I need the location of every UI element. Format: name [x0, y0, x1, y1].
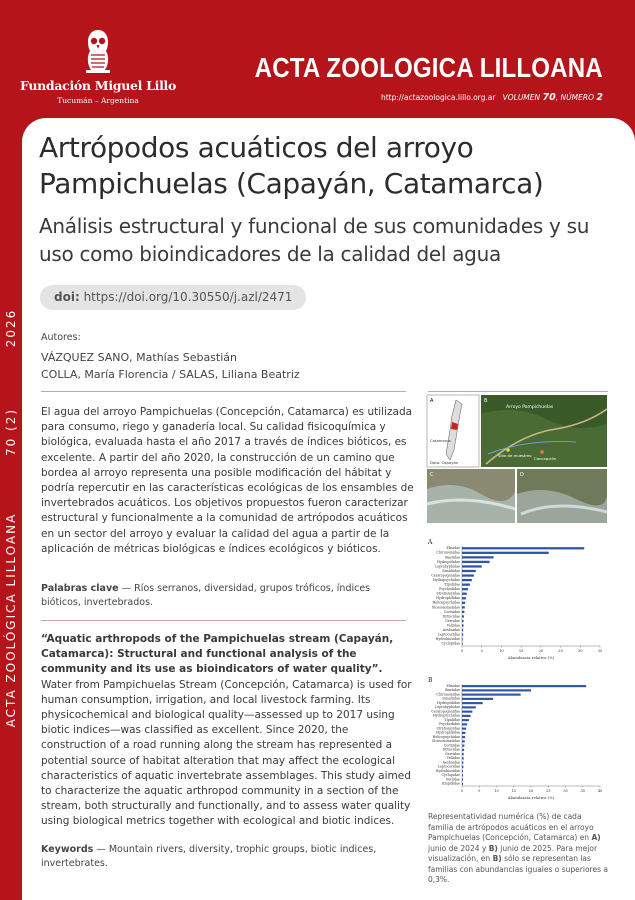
- keywords-label: Palabras clave: [41, 583, 119, 594]
- caption-b: B): [492, 854, 502, 863]
- map-label-b: B: [484, 398, 488, 404]
- tick-label: Ceratopogonidae: [431, 573, 460, 578]
- chart-a: [426, 536, 608, 668]
- bar: [462, 779, 463, 781]
- tick-label: Hydrobiosidae: [435, 637, 460, 642]
- journal-header: [0, 0, 635, 122]
- tick-label: Gerridae: [445, 751, 460, 756]
- bar: [462, 588, 468, 590]
- panel-label: B: [428, 677, 433, 684]
- tick-label: 5: [478, 789, 481, 793]
- bar: [462, 597, 466, 599]
- abstract-english: [41, 632, 416, 830]
- caption-text: sólo se representan las familias con abundancias iguales o superiores a 0,3%.: [428, 854, 608, 884]
- bar: [462, 615, 464, 617]
- doi-pill[interactable]: [40, 285, 306, 310]
- bar: [462, 643, 463, 645]
- tick-label: Leptoceridae: [437, 632, 460, 637]
- bar: [462, 783, 463, 785]
- volume-number: 70: [542, 92, 556, 103]
- map-label-d: D: [520, 472, 524, 478]
- foundation-name: Fundación Miguel Lillo: [19, 78, 177, 93]
- bar: [462, 584, 470, 586]
- tick-label: Hydroptilidae: [436, 559, 460, 564]
- map-label-catamarca: Catamarca: [430, 438, 451, 443]
- article-subtitle: Análisis estructural y funcional de sus comunidades y su uso como bioindicadores de la calidad del agua: [39, 214, 590, 266]
- tick-label: Leptohyphidae: [435, 705, 460, 710]
- tick-label: Gerridae: [445, 618, 460, 623]
- keywords-text: — Ríos serranos, diversidad, grupos tróficos, índices bióticos, invertebrados.: [41, 583, 371, 608]
- keywords-en-text: — Mountain rivers, diversity, trophic groups, biotic indices, invertebrates.: [41, 844, 377, 869]
- tick-label: 30: [577, 649, 583, 653]
- tick-label: Dytiscidae: [442, 747, 460, 752]
- tick-label: Perlidae: [446, 777, 460, 782]
- panel-label: A: [428, 539, 433, 546]
- bar: [462, 774, 463, 776]
- bar: [462, 711, 472, 713]
- english-title: “Aquatic arthropods of the Pampichuelas stream (Capayán, Catamarca): Structural and functional analysis of the community and its use as bioindicators of water quality”.: [41, 633, 394, 676]
- bar: [462, 552, 549, 554]
- article-title: Artrópodos acuáticos del arroyo Pampichuelas (Capayán, Catamarca): [39, 131, 544, 200]
- x-axis-label: Abundancia relativa (%): [507, 655, 555, 660]
- tick-label: 35: [597, 649, 603, 653]
- number-label: NÚMERO: [560, 93, 594, 102]
- bar: [462, 766, 463, 768]
- tick-label: 10: [499, 649, 504, 653]
- tick-label: 25: [558, 649, 563, 653]
- bar: [462, 547, 584, 549]
- x-axis-label: Abundancia relativa (%): [507, 795, 555, 800]
- bar: [462, 570, 476, 572]
- bar: [462, 685, 586, 687]
- bar: [462, 694, 521, 696]
- study-area-map: [426, 394, 608, 524]
- bar: [462, 606, 465, 608]
- map-label-concepcion: Concepción: [534, 456, 557, 461]
- caption-b: B): [488, 843, 498, 853]
- bar: [462, 719, 469, 721]
- bar: [462, 723, 467, 725]
- tick-label: Tipulidae: [444, 717, 460, 722]
- doi-link[interactable]: https://doi.org/10.30550/j.azl/2471: [83, 290, 293, 304]
- tick-label: Corixidae: [443, 609, 460, 614]
- bar: [462, 715, 471, 717]
- tick-label: 35: [580, 789, 586, 793]
- caption-a: A): [591, 833, 601, 842]
- bar: [462, 698, 493, 700]
- tick-label: 10: [494, 789, 499, 793]
- tick-label: Baetidae: [445, 555, 460, 560]
- map-label-sitio: Sitio de muestreo: [498, 453, 532, 458]
- divider: [41, 620, 406, 621]
- tick-label: 15: [518, 649, 524, 653]
- divider: [428, 391, 608, 392]
- tick-label: Cyclopidae: [441, 773, 460, 778]
- authors-label: Autores:: [41, 332, 81, 343]
- spine-year: 2026: [4, 308, 18, 348]
- journal-meta: http://actazoologica.lillo.org.ar VOLUMEN 70, NÚMERO 2: [380, 92, 603, 103]
- bar: [462, 602, 465, 604]
- tick-label: Hydrophilidae: [436, 730, 460, 735]
- owl-icon: [82, 28, 114, 74]
- bar: [462, 579, 472, 581]
- tick-label: 20: [538, 649, 544, 653]
- bar: [462, 611, 464, 613]
- tick-label: Helicopsychidae: [432, 734, 460, 739]
- map-label-a: A: [430, 398, 434, 404]
- tick-label: Hydroptilidae: [436, 700, 460, 705]
- tick-label: Simuliidae: [442, 696, 460, 701]
- tick-label: Hydrophilidae: [436, 596, 460, 601]
- tick-label: Glossosomatidae: [431, 739, 460, 744]
- bar: [462, 620, 464, 622]
- tick-label: Aeshnidae: [442, 760, 460, 765]
- bar: [462, 561, 490, 563]
- foundation-location: Tucumán – Argentina: [57, 96, 139, 105]
- bar: [462, 736, 465, 738]
- tick-label: Simuliidae: [442, 568, 460, 573]
- tick-label: Veliidae: [446, 756, 460, 761]
- bar: [462, 638, 463, 640]
- tick-label: Leptohyphidae: [435, 564, 460, 569]
- tick-label: Chironomidae: [436, 550, 460, 555]
- tick-label: Ceratopogonidae: [431, 709, 460, 714]
- tick-label: 15: [511, 789, 517, 793]
- tick-label: 0: [460, 789, 464, 793]
- tick-label: Aeshnidae: [442, 628, 460, 632]
- tick-label: Leptoceridae: [437, 764, 460, 769]
- figure-caption: [428, 812, 608, 886]
- volume-label: VOLUMEN: [502, 93, 541, 102]
- tick-label: Baetidae: [445, 688, 460, 693]
- map-label-c: C: [430, 472, 434, 478]
- tick-label: 0: [460, 649, 464, 653]
- bar: [462, 556, 494, 558]
- bar: [462, 706, 476, 708]
- tick-label: Veliidae: [446, 623, 460, 628]
- bar: [462, 593, 467, 595]
- bar: [462, 728, 466, 730]
- tick-label: Dytiscidae: [442, 614, 460, 619]
- tick-label: Elmidae: [446, 683, 460, 688]
- tick-label: Hydrobiosidae: [435, 768, 460, 773]
- tick-label: Glossosomatidae: [431, 605, 460, 610]
- tick-label: Stratiomyidae: [436, 591, 460, 596]
- spine-journal: ACTA ZOOLÓGICA LILLOANA: [4, 512, 18, 728]
- authors-line-1: VÁZQUEZ SANO, Mathías Sebastián: [41, 351, 237, 364]
- bar: [462, 762, 463, 764]
- tick-label: Chironomidae: [436, 692, 460, 697]
- tick-label: Psychodidae: [439, 722, 460, 727]
- bar: [462, 689, 531, 691]
- keywords-spanish: [41, 582, 406, 609]
- spine-issue: 70 (2): [4, 407, 18, 457]
- tick-label: Elmidae: [446, 546, 460, 551]
- caption-text: junio de 2025. Para mejor visualización, en: [428, 843, 598, 863]
- tick-label: Tipulidae: [444, 582, 460, 587]
- tick-label: 30: [563, 789, 568, 793]
- bar: [462, 634, 463, 636]
- caption-text: Representatividad numérica (%) de cada familia de artrópodos acuáticos en el arroyo Pampichuelas (Concepción, Catamarca) en: [428, 812, 594, 842]
- tick-label: 25: [545, 789, 551, 793]
- bar: [462, 753, 464, 755]
- journal-title: ACTA ZOOLOGICA LILLOANA: [254, 52, 603, 83]
- map-label-arroyo: Arroyo Pampichuelas: [506, 405, 554, 410]
- issue-number: 2: [596, 92, 603, 103]
- tick-label: Corixidae: [443, 743, 460, 748]
- authors-line-2: COLLA, María Florencia / SALAS, Liliana Beatriz: [41, 368, 300, 381]
- chart-b: [426, 674, 608, 808]
- bar: [462, 624, 464, 626]
- bar: [462, 732, 465, 734]
- tick-label: 40: [597, 789, 603, 793]
- bar: [462, 770, 463, 772]
- journal-url[interactable]: http://actazoologica.lillo.org.ar: [380, 93, 496, 102]
- bar: [462, 574, 474, 576]
- bar: [462, 740, 465, 742]
- tick-label: Psychodidae: [439, 587, 460, 592]
- doi-label: doi:: [54, 290, 80, 304]
- tick-label: Cyclopidae: [441, 641, 460, 646]
- bar: [462, 565, 482, 567]
- keywords-english: [41, 843, 406, 870]
- tick-label: 20: [528, 789, 534, 793]
- bar: [462, 629, 463, 631]
- map-label-dpto: Dpto. Capayán: [430, 460, 459, 465]
- caption-text: junio de 2024 y: [428, 843, 489, 853]
- tick-label: Helicopsychidae: [432, 600, 460, 605]
- abstract-spanish: El agua del arroyo Pampichuelas (Concepción, Catamarca) es utilizada para consumo, riego y ganadería local. Su calidad fisicoquímica y biológica, evaluada hasta el año 2017 a través de índices bióticos, es excelente. A partir del año 2020, la construcción de un camino que bordea al arroyo representa una posible modificación del hábitat y podría repercutir en las características ecológicas de los ensambles de invertebrados acuáticos. Los objetivos propuestos fueron caracterizar estructural y funcionalmente a la comunidad de artrópodos acuáticos en un sector del arroyo y evaluar la calidad del agua a partir de la aplicación de métricas biológicas e índices ecológicos y bióticos.: [41, 406, 414, 555]
- bar: [462, 745, 464, 747]
- bar: [462, 757, 464, 759]
- tick-label: Stratiomyidae: [436, 726, 460, 731]
- spine-text: [0, 300, 22, 728]
- tick-label: Hydropsychidae: [432, 713, 460, 718]
- tick-label: Hydropsychidae: [432, 578, 460, 582]
- tick-label: 5: [480, 649, 483, 653]
- bar: [462, 702, 483, 704]
- bar: [462, 749, 464, 751]
- tick-label: Empididae: [442, 781, 460, 786]
- foundation-logo: [18, 28, 178, 110]
- keywords-en-label: Keywords: [41, 844, 94, 855]
- english-abstract-text: Water from Pampichuelas Stream (Concepción, Catamarca) is used for human consumption, irrigation, and local livestock farming. Its physicochemical and biological quality—assessed up to 2017 using biotic indices—was classified as excellent. Since 2020, the construction of a road running along the stream has represented a potential source of habitat alteration that may affect the ecological characteristics of aquatic invertebrate assemblages. This study aimed to characterize the aquatic arthropod community in a section of the stream, both structurally and functionally, and to assess water quality using biological metrics together with ecological and biotic indices.: [41, 678, 412, 828]
- divider: [41, 391, 406, 392]
